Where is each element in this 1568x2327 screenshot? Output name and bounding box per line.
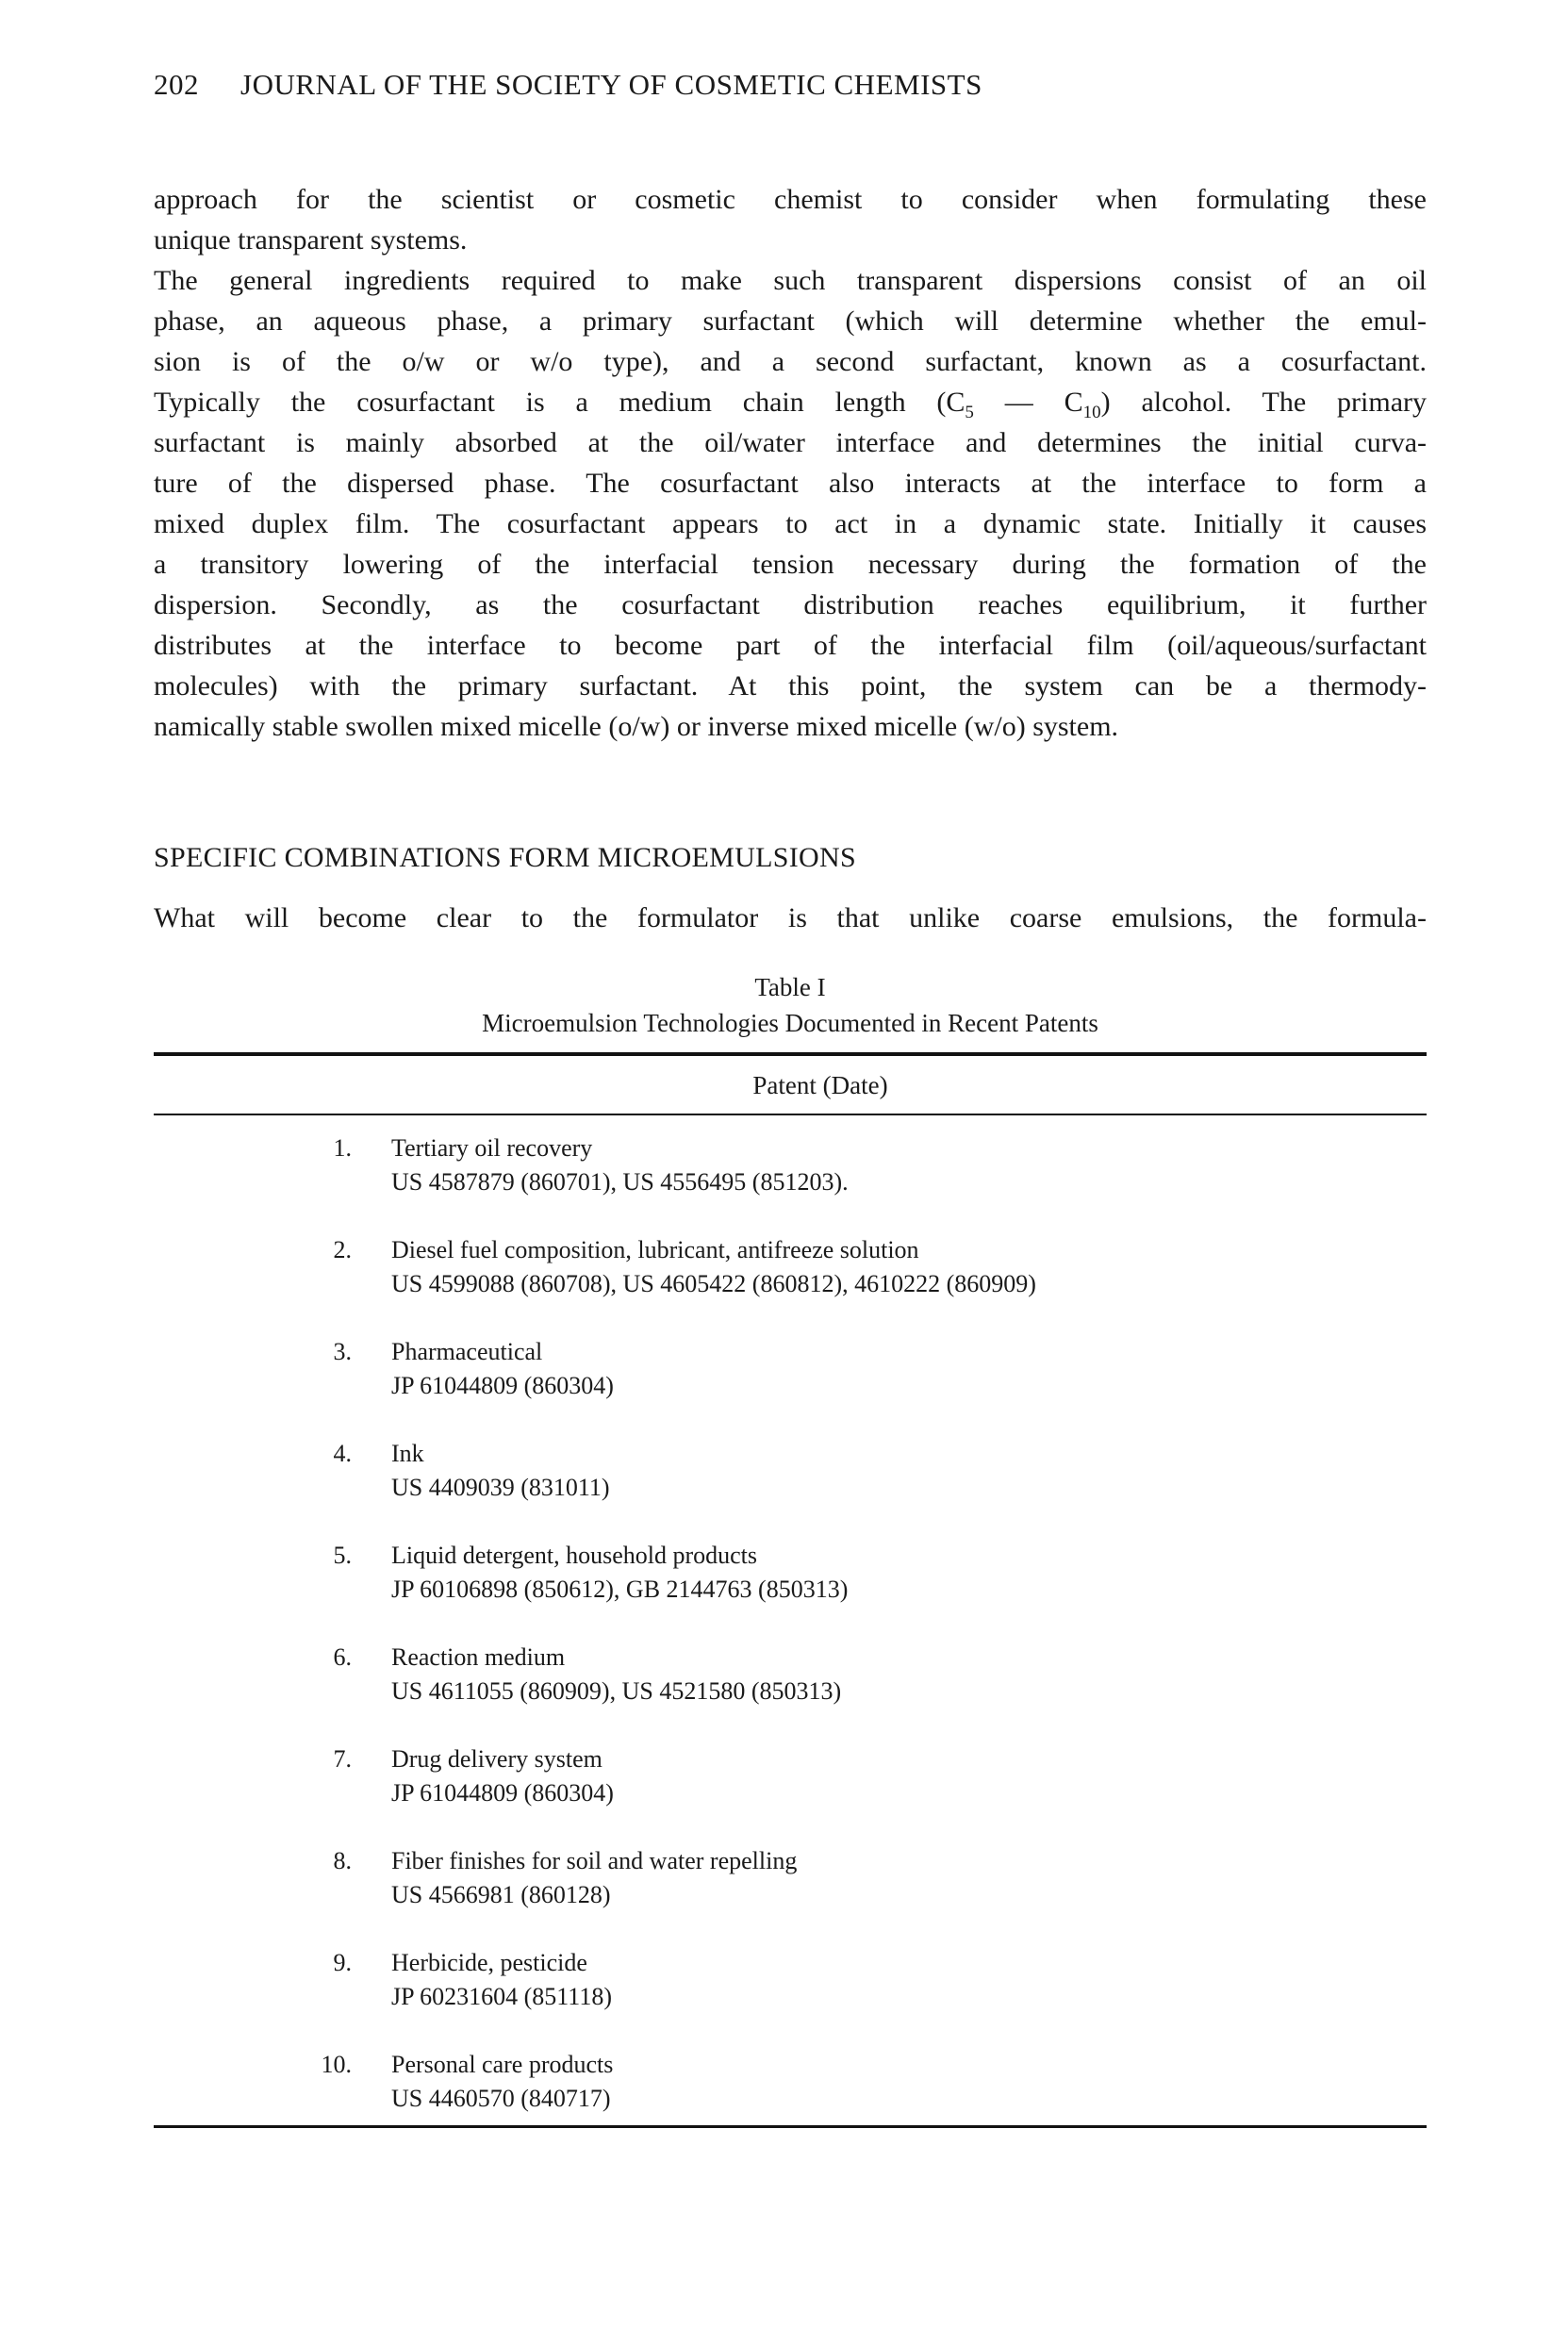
row-number: 6. [333, 1643, 352, 1671]
table-title: Microemulsion Technologies Documented in Recent Patents [482, 1009, 1098, 1037]
patents: JP 60231604 (851118) [391, 1983, 612, 2010]
patents: US 4611055 (860909), US 4521580 (850313) [391, 1677, 842, 1705]
application: Liquid detergent, household products [391, 1542, 758, 1569]
text-segment: ) alcohol. The primary [1100, 387, 1428, 418]
row-number: 9. [333, 1949, 352, 1976]
application: Diesel fuel composition, lubricant, antifreeze solution [391, 1236, 919, 1263]
application: Pharmaceutical [391, 1338, 543, 1365]
row-number: 10. [321, 2051, 352, 2078]
application: Drug delivery system [391, 1745, 602, 1773]
patents: US 4566981 (860128) [391, 1881, 611, 1908]
patents: US 4587879 (860701), US 4556495 (851203). [391, 1168, 849, 1196]
application: Fiber finishes for soil and water repelling [391, 1847, 798, 1874]
patents: US 4409039 (831011) [391, 1474, 610, 1501]
text-line: namically stable swollen mixed micelle (o/w) or inverse mixed micelle (w/o) system. [154, 711, 1119, 742]
row-content [391, 2048, 613, 2116]
section-heading: SPECIFIC COMBINATIONS FORM MICROEMULSIONS [154, 842, 856, 873]
patents: US 4460570 (840717) [391, 2085, 611, 2112]
patents: JP 60106898 (850612), GB 2144763 (850313) [391, 1576, 849, 1603]
text-line: phase, an aqueous phase, a primary surfactant (which will determine whether the emul- [154, 305, 1427, 337]
text-line: approach for the scientist or cosmetic chemist to consider when formulating these [154, 184, 1427, 215]
subscript: 10 [1082, 403, 1101, 422]
application: Herbicide, pesticide [391, 1949, 587, 1976]
row-content [391, 1641, 841, 1708]
table-header-rule [154, 1114, 1427, 1115]
journal-title: JOURNAL OF THE SOCIETY OF COSMETIC CHEMISTS [240, 68, 982, 101]
row-number: 5. [333, 1542, 352, 1569]
row-content [391, 1742, 614, 1810]
text-line: dispersion. Secondly, as the cosurfactant distribution reaches equilibrium, it further [154, 589, 1427, 620]
row-content [391, 1539, 848, 1607]
row-number: 1. [333, 1134, 352, 1162]
row-content [391, 1946, 612, 2014]
text-line: molecules) with the primary surfactant. At this point, the system can be a thermody- [154, 670, 1427, 701]
table-column-header: Patent (Date) [752, 1071, 888, 1099]
text-line: mixed duplex film. The cosurfactant appears to act in a dynamic state. Initially it causes [154, 508, 1427, 539]
row-number: 4. [333, 1440, 352, 1467]
table-bottom-rule [154, 2125, 1427, 2128]
text-line: unique transparent systems. [154, 224, 468, 256]
patents: JP 61044809 (860304) [391, 1779, 614, 1807]
text-line: ture of the dispersed phase. The cosurfactant also interacts at the interface to form a [154, 468, 1427, 499]
page-number: 202 [154, 68, 199, 101]
row-number: 2. [333, 1236, 352, 1263]
text-line: The general ingredients required to make such transparent dispersions consist of an oil [154, 265, 1427, 296]
text-line: distributes at the interface to become part of the interfacial film (oil/aqueous/surfactant [154, 630, 1427, 661]
patents: US 4599088 (860708), US 4605422 (860812), 4610222 (860909) [391, 1270, 1036, 1297]
subscript: 5 [965, 403, 974, 422]
row-content [391, 1335, 614, 1403]
row-content [391, 1233, 1036, 1301]
paragraph-3 [154, 898, 1427, 938]
patents: JP 61044809 (860304) [391, 1372, 614, 1399]
application: Ink [391, 1440, 424, 1467]
text-line: surfactant is mainly absorbed at the oil/water interface and determines the initial curva- [154, 427, 1427, 458]
row-content [391, 1844, 797, 1912]
text-line: What will become clear to the formulator is that unlike coarse emulsions, the formula- [154, 902, 1427, 933]
paragraph-2 [154, 260, 1427, 747]
row-number: 7. [333, 1745, 352, 1773]
table-label: Table I [754, 973, 826, 1001]
row-content [391, 1131, 849, 1199]
application: Tertiary oil recovery [391, 1134, 593, 1162]
table-top-rule [154, 1052, 1427, 1056]
text-segment: — C [973, 387, 1083, 418]
text-line-chain-length [154, 382, 1427, 422]
running-header [154, 68, 982, 102]
application: Personal care products [391, 2051, 614, 2078]
paragraph-1 [154, 179, 1427, 260]
row-number: 3. [333, 1338, 352, 1365]
text-line: a transitory lowering of the interfacial tension necessary during the formation of the [154, 549, 1427, 580]
application: Reaction medium [391, 1643, 566, 1671]
text-line: sion is of the o/w or w/o type), and a second surfactant, known as a cosurfactant. [154, 346, 1427, 377]
row-number: 8. [333, 1847, 352, 1874]
row-content [391, 1437, 610, 1505]
text-segment: Typically the cosurfactant is a medium chain length (C [154, 387, 966, 418]
